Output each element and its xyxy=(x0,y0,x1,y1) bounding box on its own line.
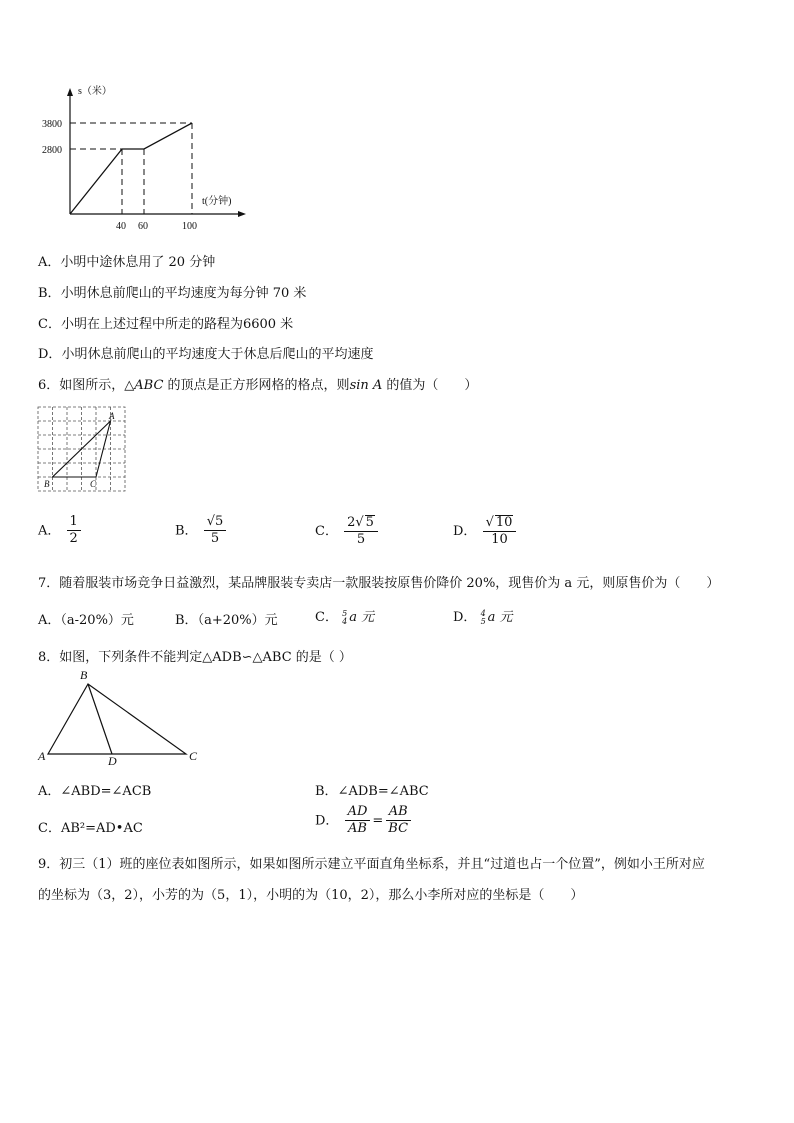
vertex-a-label: A xyxy=(109,411,115,421)
y-tick-2800: 2800 xyxy=(42,145,62,156)
q5-option-a: A．小明中途休息用了 20 分钟 xyxy=(38,255,216,270)
y-axis-arrow xyxy=(67,88,73,96)
triangle-abc-outline xyxy=(48,684,186,754)
question-7: 7．随着服装市场竞争日益激烈，某品牌服装专卖店一款服装按原售价降价 20%，现售价为 a 元，则原售价为（ ） xyxy=(38,576,720,591)
question-6: 6．如图所示，△ABC 的顶点是正方形网格的格点，则sin A 的值为（ ） xyxy=(38,378,478,393)
q7-option-c: C． 5 4 a 元 xyxy=(315,608,375,626)
q8-option-d: D． $\frac{AD}{AB}$ = $\frac{AB}{BC}$ xyxy=(315,805,413,837)
triangle-adb-abc-figure xyxy=(34,667,206,765)
q6-option-b: B． $\frac{√5}{5}$ xyxy=(175,515,228,547)
vertex-b-label: B xyxy=(44,479,50,489)
question-8: 8．如图，下列条件不能判定△ADB∽△ABC 的是（ ） xyxy=(38,650,352,665)
q5-option-d: D．小明休息前爬山的平均速度大于休息后爬山的平均速度 xyxy=(38,347,374,362)
vertex-c-label: C xyxy=(90,479,97,489)
q6-option-c: C． $\frac{2√ 5}{5}$ xyxy=(315,515,380,548)
y-axis-label: s（米） xyxy=(78,86,112,97)
x-tick-100: 100 xyxy=(182,221,197,232)
q8-option-c: C．AB²=AD•AC xyxy=(38,821,143,836)
x-tick-40: 40 xyxy=(116,221,126,232)
q6-option-a: A． $\frac{1}{2}$ xyxy=(38,515,83,547)
q8-option-a: A．∠ABD=∠ACB xyxy=(38,784,152,799)
q5-option-c: C．小明在上述过程中所走的路程为6600 米 xyxy=(38,317,294,332)
q7-option-b: B．（a+20%）元 xyxy=(175,613,278,628)
fraction-2sqrt5-over-5: $\frac{2√ 5}{5}$ xyxy=(344,515,378,548)
fraction-ab-over-bc: $\frac{AB}{BC}$ xyxy=(385,805,411,837)
q6-option-d: D． $\frac{√ 10}{10}$ xyxy=(453,515,518,548)
x-tick-60: 60 xyxy=(138,221,148,232)
distance-time-graph xyxy=(30,82,250,234)
x-axis-label: t(分钟) xyxy=(202,196,232,207)
question-9-line-2: 的坐标为（3，2），小芳的为（5，1），小明的为（10，2），那么小李所对应的坐标是（ ） xyxy=(38,888,584,903)
fraction-one-half: $\frac{1}{2}$ xyxy=(67,515,81,547)
fraction-5-over-4: 5 4 xyxy=(342,608,348,626)
q7-option-a: A．（a-20%）元 xyxy=(38,613,134,628)
q7-option-d: D． 4 5 a 元 xyxy=(453,608,513,626)
y-tick-3800: 3800 xyxy=(42,119,62,130)
vertex-b-label: B xyxy=(80,668,88,682)
fraction-sqrt10-over-10: $\frac{√ 10}{10}$ xyxy=(483,515,517,548)
grid-triangle-figure xyxy=(30,402,130,496)
fraction-ad-over-ab: $\frac{AD}{AB}$ xyxy=(345,805,371,837)
segment-bd xyxy=(88,684,112,754)
vertex-d-label: D xyxy=(108,754,117,765)
question-9-line-1: 9．初三（1）班的座位表如图所示，如果如图所示建立平面直角坐标系，并且“过道也占一个位置”，例如小王所对应 xyxy=(38,857,705,872)
vertex-a-label: A xyxy=(38,749,46,763)
x-axis-arrow xyxy=(238,211,246,217)
fraction-sqrt5-over-5: $\frac{√5}{5}$ xyxy=(204,515,227,547)
q5-option-b: B．小明休息前爬山的平均速度为每分钟 70 米 xyxy=(38,286,307,301)
q8-option-b: B．∠ADB=∠ABC xyxy=(315,784,429,799)
fraction-4-over-5: 4 5 xyxy=(480,608,486,626)
distance-line xyxy=(70,123,192,214)
vertex-c-label: C xyxy=(189,749,198,763)
